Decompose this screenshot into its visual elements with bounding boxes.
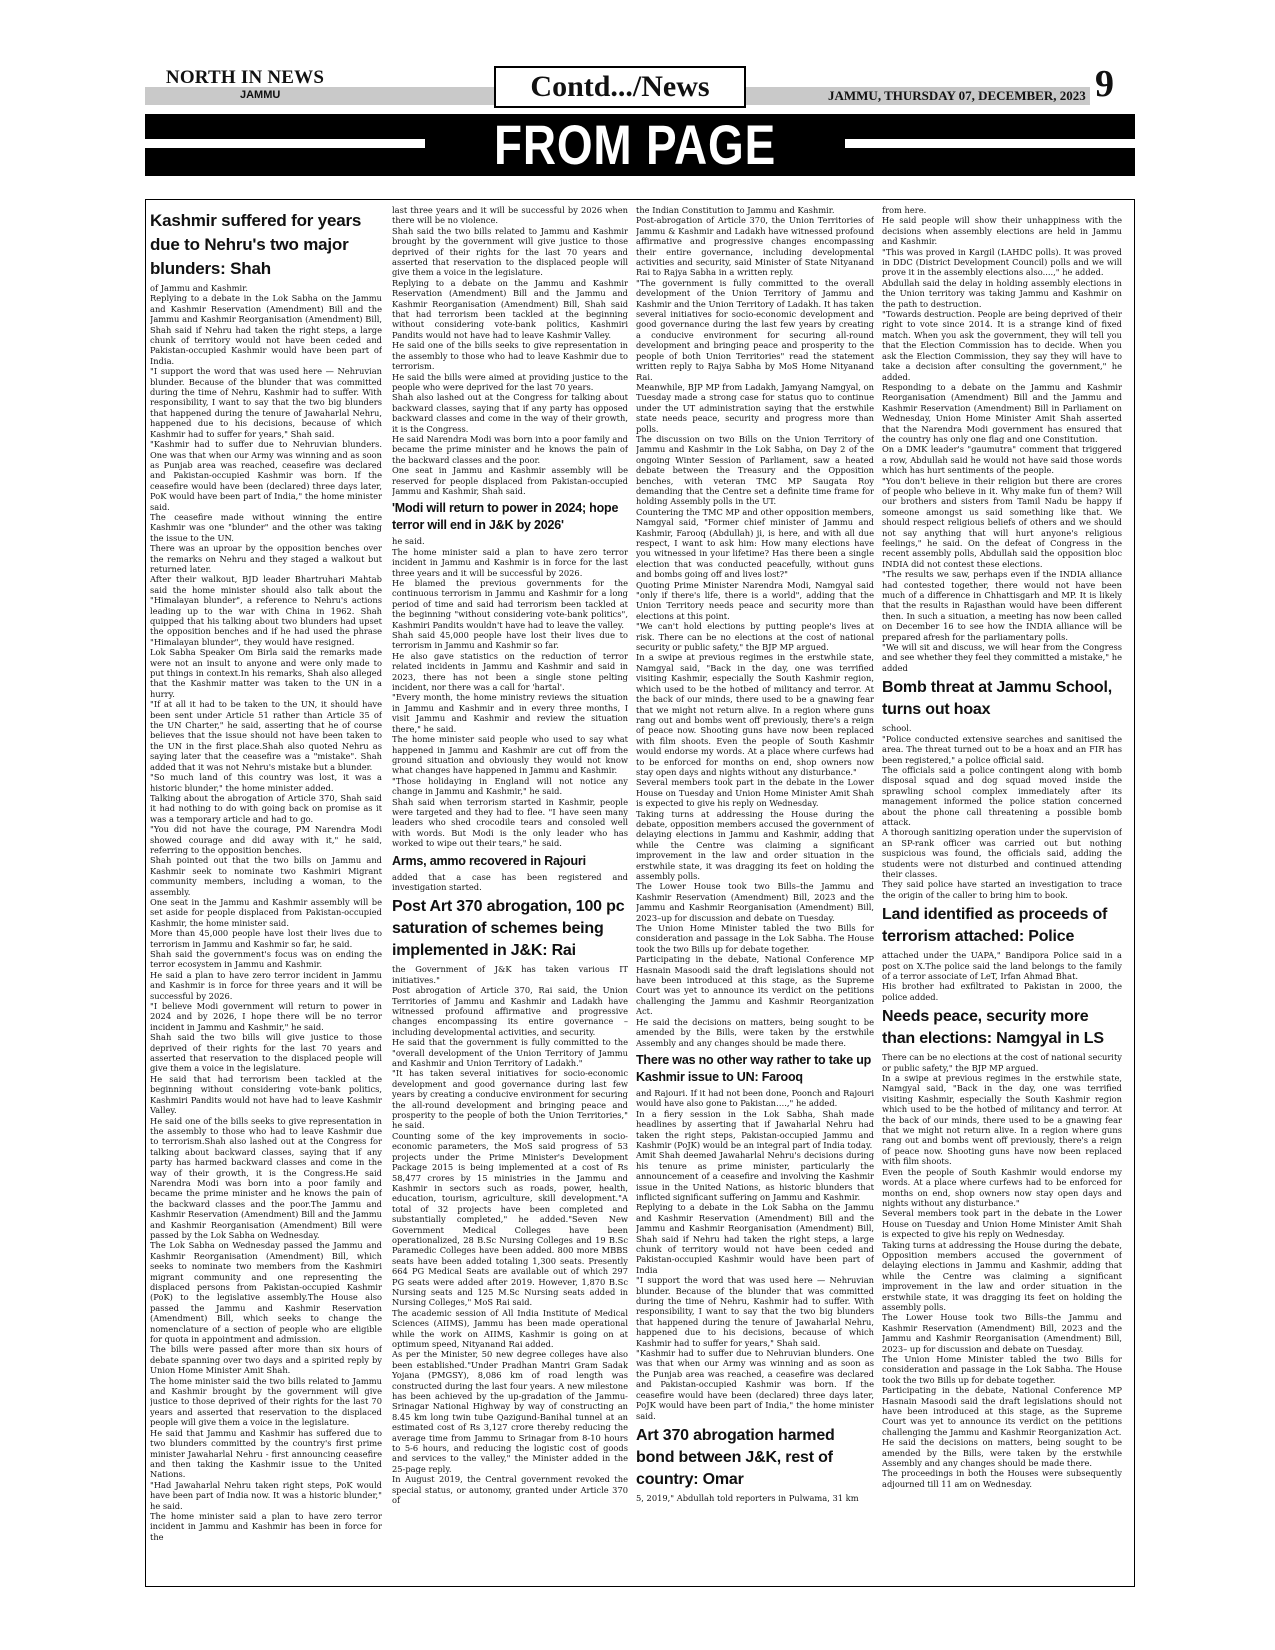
article-body: attached under the UAPA," Bandipora Police said in a post on X.The police said the land belongs to the family of a terror associate of LeT, Irfan Ahmad Bhat. His brother had exfiltrated to Pakistan in 2000, the police added. xyxy=(882,950,1122,1002)
article-body: and Rajouri. If it had not been done, Poonch and Rajouri would have also gone to Pakistan….," he added. In a fiery session in the Lok Sabha, Shah made headlines by asserting that if Jawaharlal Nehru had taken the right steps, Pakistan-occupied Jammu and Kashmir (PoJK) would be an integral part of India today. Amit Shah deemed Jawaharlal Nehru's decisions during his tenure as prime minister, particularly the announcement of a ceasefire and involving the Kashmir issue in the United Nations, as historic blunders that inflicted significant suffering on Jammu and Kashmir. Replying to a debate in the Lok Sabha on the Jammu and Kashmir Reservation (Amendment) Bill and the Jammu and Kashmir Reorganisation (Amendment) Bill, Shah said if Nehru had taken the right steps, a large chunk of territory would not have been ceded and Pakistan-occupied Kashmir would have been part of India "I support the word that was used here — Nehruvian blunder. Because of the blunder that was committed during the time of Nehru, Kashmir had to suffer. With responsibility, I want to say that the two big blunders that happened during the tenure of Jawaharlal Nehru, happened due to his decisions, because of which Kashmir had to suffer for years," Shah said. "Kashmir had to suffer due to Nehruvian blunders. One was that when our Army was winning and as soon as the Punjab area was reached, a ceasefire was declared and Pakistan-occupied Kashmir was born. If the ceasefire would have been (declared) three days later, PoJK would have been part of India," the home minister said. xyxy=(636,1087,874,1421)
headline-namgyal-ls: Needs peace, security more than elections: Namgyal in LS xyxy=(882,1008,1104,1048)
headline-omar-bond: Art 370 abrogation harmed bond between J&K, rest of country: Omar xyxy=(636,1426,835,1488)
article-body: There can be no elections at the cost of national security or public safety," the BJP MP argued. In a swipe at previous regimes in the erstwhile state, Namgyal said, "Back in the day, one was terrified visiting Kashmir, especially the South Kashmir region which used to be the hotbed of militancy and terror. At the back of our minds, there used to be a gnawing fear that we might not return alive. In a region where guns rang out and bombs went off previously, there's a reign of peace now. Shooting guns have now been replaced with film shoots. Even the people of South Kashmir would endorse my words. At a place where curfews had to be enforced for months on end, shop owners now stay open days and nights without any disturbance." Several members took part in the debate in the Lower House on Tuesday and Union Home Minister Amit Shah is expected to give his reply on Wednesday. Taking turns at addressing the House during the debate, Opposition members accused the government of delaying elections in Jammu and Kashmir, adding that while the Centre was claiming a significant improvement in the law and order situation in the erstwhile state, it was dragging its feet on holding the assembly polls. The Lower House took two Bills–the Jammu and Kashmir Reservation (Amendment) Bill, 2023 and the Jammu and Kashmir Reorganisation (Amendment) Bill, 2023– up for discussion and debate on Tuesday. The Union Home Minister tabled the two Bills for consideration and passage in the Lok Sabha. The House took the two Bills up for debate together. Participating in the debate, National Conference MP Hasnain Masoodi said the draft legislations should not have been introduced at this stage, as the Supreme Court was yet to announce its verdict on the petitions challenging the Jammu and Kashmir Reorganization Act. He said the decisions on matters, being sought to be amended by the Bills, were taken by the erstwhile Assembly and any changes should be made there. The proceedings in both the Houses were subsequently adjourned till 11 am on Wednesday. xyxy=(882,1052,1122,1489)
column-2 xyxy=(392,205,628,1583)
article-body: the Government of J&K has taken various IT initiatives." Post abrogation of Article 370, Rai said, the Union Territories of Jammu and Kashmir and Ladakh have witnessed profound affirmative and progressive changes encompassing its entire governance – including developmental activities, and security. He said that the government is fully committed to the "overall development of the Union Territory of Jammu and Kashmir and Union Territory of Ladakh." "It has taken several initiatives for socio-economic development and good governance during last few years by creating a conducive environment for securing the all-round development and bringing peace and prosperity to the people of both the Union Territories," he said. Counting some of the key improvements in socio-economic parameters, the MoS said progress of 53 projects under the Prime Minister's Development Package 2015 is being implemented at a cost of Rs 58,477 crores by 15 ministries in the Jammu and Kashmir in sectors such as roads, power, health, education, tourism, agriculture, skill development."A total of 32 projects have been completed and substantially completed," he added."Seven New Government Medical Colleges have been operationalized, 28 B.Sc Nursing Colleges and 19 B.Sc Paramedic Colleges have been added. 800 more MBBS seats have been added totaling 1,300 seats. Presently 664 PG Medical Seats are available out of which 297 PG seats were added after 2019. However, 1,870 B.Sc Nursing seats and 125 M.Sc Nursing seats added in Nursing Colleges," MoS Rai said. The academic session of All India Institute of Medical Sciences (AIIMS), Jammu has been made operational while the work on AIIMS, Kashmir is going on at optimum speed, Nityanand Rai added. As per the Minister, 50 new degree colleges have also been established."Under Pradhan Mantri Gram Sadak Yojana (PMGSY), 8,086 km of road length was constructed during the last four years. A new milestone has been achieved by the up-gradation of the Jammu-Srinagar National Highway by way of constructing an 8.45 km long twin tube Qazigund-Banihal tunnel at an estimated cost of Rs 3,127 crore thereby reducing the average time from Jammu to Srinagar from 8-10 hours to 5-6 hours, and reducing the logistic cost of goods and services to the valley," the Minister added in the 25-page reply. In August 2019, the Central government revoked the special status, or autonomy, granted under Article 370 of xyxy=(392,964,628,1506)
column-3 xyxy=(636,205,874,1583)
headline-land-attached: Land identified as proceeds of terrorism attached: Police xyxy=(882,906,1108,946)
article-body: the Indian Constitution to Jammu and Kashmir. Post-abrogation of Article 370, the Union Territories of Jammu & Kashmir and Ladakh have witnessed profound affirmative and progressive changes encompassing their entire governance, including developmental activities and security, said Minister of State Nityanand Rai to Rajya Sabha in a written reply. "The government is fully committed to the overall development of the Union Territory of Jammu and Kashmir and the Union Territory of Ladakh. It has taken several initiatives for socio-economic development and good governance during the last few years by creating a conducive environment for securing all-round development and bringing peace and prosperity to the people of both Union Territories" read the statement written reply to Rajya Sabha by MoS Home Nityanand Rai. Meanwhile, BJP MP from Ladakh, Jamyang Namgyal, on Tuesday made a strong case for status quo to continue under the UT administration saying that the erstwhile state needs peace, security and progress more than polls. The discussion on two Bills on the Union Territory of Jammu and Kashmir in the Lok Sabha, on Day 2 of the ongoing Winter Session of Parliament, saw a heated debate between the Treasury and the Opposition benches, with veteran TMC MP Saugata Roy demanding that the Centre set a definite time frame for holding Assembly polls in the UT. Countering the TMC MP and other opposition members, Namgyal said, "Former chief minister of Jammu and Kashmir, Farooq (Abdullah) ji, is here, and with all due respect, I want to ask him: How many elections have you witnessed in your lifetime? Has there been a single election that was conducted peacefully, without guns and bombs going off and lives lost?" Quoting Prime Minister Narendra Modi, Namgyal said "only if there's life, there is a world", adding that the Union Territory needs peace and security more than elections at this point. "We can't hold elections by putting people's lives at risk. There can be no elections at the cost of national security or public safety," the BJP MP argued. In a swipe at previous regimes in the erstwhile state, Namgyal said, "Back in the day, one was terrified visiting Kashmir, especially the South Kashmir region, which used to be the hotbed of militancy and terror. At the back of our minds, there used to be a gnawing fear that we might not return alive. In a region where guns rang out and bombs went off previously, there's a reign of peace now. Shooting guns have now been replaced with film shoots. Even the people of South Kashmir would endorse my words. At a place where curfews had to be enforced for months on end, shop owners now stay open days and nights without any disturbance." Several members took part in the debate in the Lower House on Tuesday and Union Home Minister Amit Shah is expected to give his reply on Wednesday. Taking turns at addressing the House during the debate, opposition members accused the government of delaying elections in Jammu and Kashmir, adding that while the Centre was claiming a significant improvement in the law and order situation in the erstwhile state, it was dragging its feet on holding the assembly polls. The Lower House took two Bills–the Jammu and Kashmir Reservation (Amendment) Bill, 2023 and the Jammu and Kashmir Reorganisation (Amendment) Bill, 2023–up for discussion and debate on Tuesday. The Union Home Minister tabled the two Bills for consideration and passage in the Lok Sabha. The House took the two Bills up for debate together. Participating in the debate, National Conference MP Hasnain Masoodi said the draft legislations should not have been introduced at this stage, as the Supreme Court was yet to announce its verdict on the petitions challenging the Jammu and Kashmir Reorganization Act. He said the decisions on matters, being sought to be amended by the Bills, were taken by the erstwhile Assembly and any changes should be made there. xyxy=(636,205,874,1048)
article-body: school. "Police conducted extensive searches and sanitised the area. The threat turned out to be a hoax and an FIR has been registered," a police official said. The officials said a police contingent along with bomb disposal squad and dog squad moved inside the sprawling school complex immediately after its management informed the police station concerned about the phone call threatening a possible bomb attack. A thorough sanitizing operation under the supervision of an SP-rank officer was carried out but nothing suspicious was found, the officials said, adding the students were not disturbed and continued attending their classes. They said police have started an investigation to trace the origin of the caller to bring him to book. xyxy=(882,723,1122,900)
paper-name: NORTH IN NEWS xyxy=(165,67,325,88)
banner-title: FROM PAGE ONE xyxy=(493,113,777,242)
article-body: 5, 2019," Abdullah told reporters in Pulwama, 31 km xyxy=(636,1492,859,1503)
page-number: 9 xyxy=(1095,63,1114,105)
headline-bomb-threat: Bomb threat at Jammu School, turns out hoax xyxy=(882,679,1112,719)
headline-modi-return: 'Modi will return to power in 2024; hope terror will end in J&K by 2026' xyxy=(392,501,619,533)
column-1 xyxy=(150,205,382,1583)
city-label: JAMMU xyxy=(240,89,281,101)
article-body: last three years and it will be successful by 2026 when there will be no violence. Shah said the two bills related to Jammu and Kashmir brought by the government will give justice to those deprived of their rights for the last 70 years and asserted that reservation to the displaced people will give them a voice in the legislature. Replying to a debate on the Jammu and Kashmir Reservation (Amendment) Bill and the Jammu and Kashmir Reorganisation (Amendment) Bill, Shah said that had terrorism been tackled at the beginning without considering vote-bank politics, Kashmiri Pandits would not have had to leave Kashmir Valley. He said one of the bills seeks to give representation in the assembly to those who had to leave Kashmir due to terrorism. He said the bills were aimed at providing justice to the people who were deprived for the last 70 years. Shah also lashed out at the Congress for talking about backward classes, saying that if any party has opposed backward classes and come in the way of their growth, it is the Congress. He said Narendra Modi was born into a poor family and became the prime minister and he knows the pain of the backward classes and the poor. One seat in Jammu and Kashmir assembly will be reserved for people displaced from Pakistan-occupied Jammu and Kashmir, Shah said. xyxy=(392,205,628,496)
article-body: from here. He said people will show their unhappiness with the decisions when assembly elections are held in Jammu and Kashmir. "This was proved in Kargil (LAHDC polls). It was proved in DDC (District Development Council) polls and we will prove it in the assembly elections also....," he added. Abdullah said the delay in holding assembly elections in the Union territory was taking Jammu and Kashmir on the path to destruction. "Towards destruction. People are being deprived of their right to vote since 2014. It is a strange kind of fixed match. When you ask the government, they will tell you that the Election Commission has to decide. When you ask the Election Commission, they say they will have to take a decision after consulting the government," he added. Responding to a debate on the Jammu and Kashmir Reorganisation (Amendment) Bill and the Jammu and Kashmir Reservation (Amendment) Bill in Parliament on Wednesday, Union Home Minister Amit Shah asserted that the Narendra Modi government has ensured that the country has only one flag and one Constitution. On a DMK leader's "gaumutra" comment that triggered a row, Abdullah said he would not have said those words which has hurt sentiments of the people. "You don't believe in their religion but there are crores of people who believe in it. Why make fun of them? Will our brothers and sisters from Tamil Nadu be happy if someone amongst us said something like that. We should respect religious beliefs of others and we should not say anything that will hurt anyone's religious feelings," he said. On the defeat of Congress in the recent assembly polls, Abdullah said the opposition bloc INDIA did not contest these elections. "The results we saw, perhaps even if the INDIA alliance had contested together, there would not have been much of a difference in Chhattisgarh and MP. It is likely that the results in Rajasthan would have been different then. In such a situation, a meeting has now been called on December 16 to see how the INDIA alliance will be prepared afresh for the parliamentary polls. "We will sit and discuss, we will hear from the Congress and see whether they feel they committed a mistake," he added xyxy=(882,205,1122,673)
column-4 xyxy=(882,205,1122,1583)
headline-shah-nehru: Kashmir suffered for years due to Nehru's two major blunders: Shah xyxy=(150,211,362,278)
headline-farooq-un: There was no other way rather to take up Kashmir issue to UN: Farooq xyxy=(636,1052,872,1084)
section-title: Contd.../News xyxy=(494,66,746,108)
dateline: JAMMU, THURSDAY 07, DECEMBER, 2023 xyxy=(828,88,1086,103)
article-body: of Jammu and Kashmir. Replying to a debate in the Lok Sabha on the Jammu and Kashmir Reservation (Amendment) Bill and the Jammu and Kashmir Reorganisation (Amendment) Bill, Shah said if Nehru had taken the right steps, a large chunk of territory would not have been ceded and Pakistan-occupied Kashmir would have been part of India. "I support the word that was used here — Nehruvian blunder. Because of the blunder that was committed during the time of Nehru, Kashmir had to suffer. With responsibility, I want to say that the two big blunders that happened during the tenure of Jawaharlal Nehru, happened due to his decisions, because of which Kashmir had to suffer for years," Shah said. "Kashmir had to suffer due to Nehruvian blunders. One was that when our Army was winning and as soon as Punjab area was reached, ceasefire was declared and Pakistan-occupied Kashmir was born. If the ceasefire would have been (declared) three days later, PoK would have been part of India," the home minister said. The ceasefire made without winning the entire Kashmir was one "blunder" and the other was taking the issue to the UN. There was an uproar by the opposition benches over the remarks on Nehru and they staged a walkout but returned later. After their walkout, BJD leader Bhartruhari Mahtab said the home minister should also talk about the "Himalayan blunder", a reference to Nehru's actions leading up to the war with China in 1962. Shah quipped that his talking about two blunders had upset the opposition benches and if he had used the phrase "Himalayan blunder", they would have resigned. Lok Sabha Speaker Om Birla said the remarks made were not an insult to anyone and were only made to put things in context.In his remarks, Shah also alleged that the Kashmir matter was taken to the UN in a hurry. "If at all it had to be taken to the UN, it should have been sent under Article 51 rather than Article 35 of the UN Charter," he said, asserting that he of course believes that the issue should not have been taken to the UN in the first place.Shah also quoted Nehru as saying later that the ceasefire was a "mistake". Shah added that it was not Nehru's mistake but a blunder. "So much land of this country was lost, it was a historic blunder," the home minister added. Talking about the abrogation of Article 370, Shah said it had nothing to do with going back on promise as it was a temporary article and had to go. "You did not have the courage, PM Narendra Modi showed courage and did away with it," he said, referring to the opposition benches. Shah pointed out that the two bills on Jammu and Kashmir seek to nominate two Kashmiri Migrant community members, including a woman, to the assembly. One seat in the Jammu and Kashmir assembly will be set aside for people displaced from Pakistan-occupied Kashmir, the home minister said. More than 45,000 people have lost their lives due to terrorism in Jammu and Kashmir so far, he said. Shah said the government's focus was on ending the terror ecosystem in Jammu and Kashmir. He said a plan to have zero terror incident in Jammu and Kashmir is in force for three years and it will be successful by 2026. "I believe Modi government will return to power in 2024 and by 2026, I hope there will be no terror incident in Jammu and Kashmir," he said. Shah said the two bills will give justice to those deprived of their rights for the last 70 years and asserted that reservation to the displaced people will give them a voice in the legislature. He said that had terrorism been tackled at the beginning without considering vote-bank politics, Kashmiri Pandits would not have had to leave Kashmir Valley. He said one of the bills seeks to give representation in the assembly to those who had to leave Kashmir due to terrorism.Shah also lashed out at the Congress for talking about backward classes, saying that if any party has harmed backward classes and come in the way of their growth, it is the Congress.He said Narendra Modi was born into a poor family and became the prime minister and he knows the pain of the backward classes and the poor.The Jammu and Kashmir Reservation (Amendment) Bill and the Jammu and Kashmir Reorganisation (Amendment) Bill were passed by the Lok Sabha on Wednesday. The Lok Sabha on Wednesday passed the Jammu and Kashmir Reorganisation (Amendment) Bill, which seeks to nominate two members from the Kashmiri migrant community and one representing the displaced persons from Pakistan-occupied Kashmir (PoK) to the legislative assembly.The House also passed the Jammu and Kashmir Reservation (Amendment) Bill, which seeks to change the nomenclature of a section of people who are eligible for quota in appointment and admission. The bills were passed after more than six hours of debate spanning over two days and a spirited reply by Union Home Minister Amit Shah. The home minister said the two bills related to Jammu and Kashmir brought by the government will give justice to those deprived of their rights for the last 70 years and asserted that reservation to the displaced people will give them a voice in the legislature. He said that Jammu and Kashmir has suffered due to two blunders committed by the country's first prime minister Jawaharlal Nehru - first announcing ceasefire and then taking the Kashmir issue to the United Nations. "Had Jawaharlal Nehru taken right steps, PoK would have been part of India now. It was a historic blunder," he said. The home minister said a plan to have zero terror incident in Jammu and Kashmir has been in force for the xyxy=(150,283,382,1542)
headline-art370-saturation: Post Art 370 abrogation, 100 pc saturation of schemes being implemented in J&K: Rai xyxy=(392,898,625,960)
article-body: added that a case has been registered and investigation started. xyxy=(392,871,628,892)
article-body: he said. The home minister said a plan to have zero terror incident in Jammu and Kashmir is in force for the last three years and it will be successful by 2026. He blamed the previous governments for the continuous terrorism in Jammu and Kashmir for a long period of time and said had terrorism been tackled at the beginning "without considering vote-bank politics", Kashmiri Pandits wouldn't have had to leave the valley. Shah said 45,000 people have lost their lives due to terrorism in Jammu and Kashmir so far. He also gave statistics on the reduction of terror related incidents in Jammu and Kashmir and said in 2023, there has not been a single stone pelting incident, nor there was a call for 'hartal'. "Every month, the home ministry reviews the situation in Jammu and Kashmir and in every three months, I visit Jammu and Kashmir and review the situation there," he said. The home minister said people who used to say what happened in Jammu and Kashmir are cut off from the ground situation and obviously they would not know what changes have happened in Jammu and Kashmir. "Those holidaying in England will not notice any change in Jammu and Kashmir," he said. Shah said when terrorism started in Kashmir, people were targeted and they had to flee. "I have seen many leaders who shed crocodile tears and consoled well with words. But Modi is the only leader who has worked to wipe out their tears," he said. xyxy=(392,536,628,849)
headline-arms-ammo: Arms, ammo recovered in Rajouri xyxy=(392,853,586,868)
masthead-logo xyxy=(145,67,345,89)
